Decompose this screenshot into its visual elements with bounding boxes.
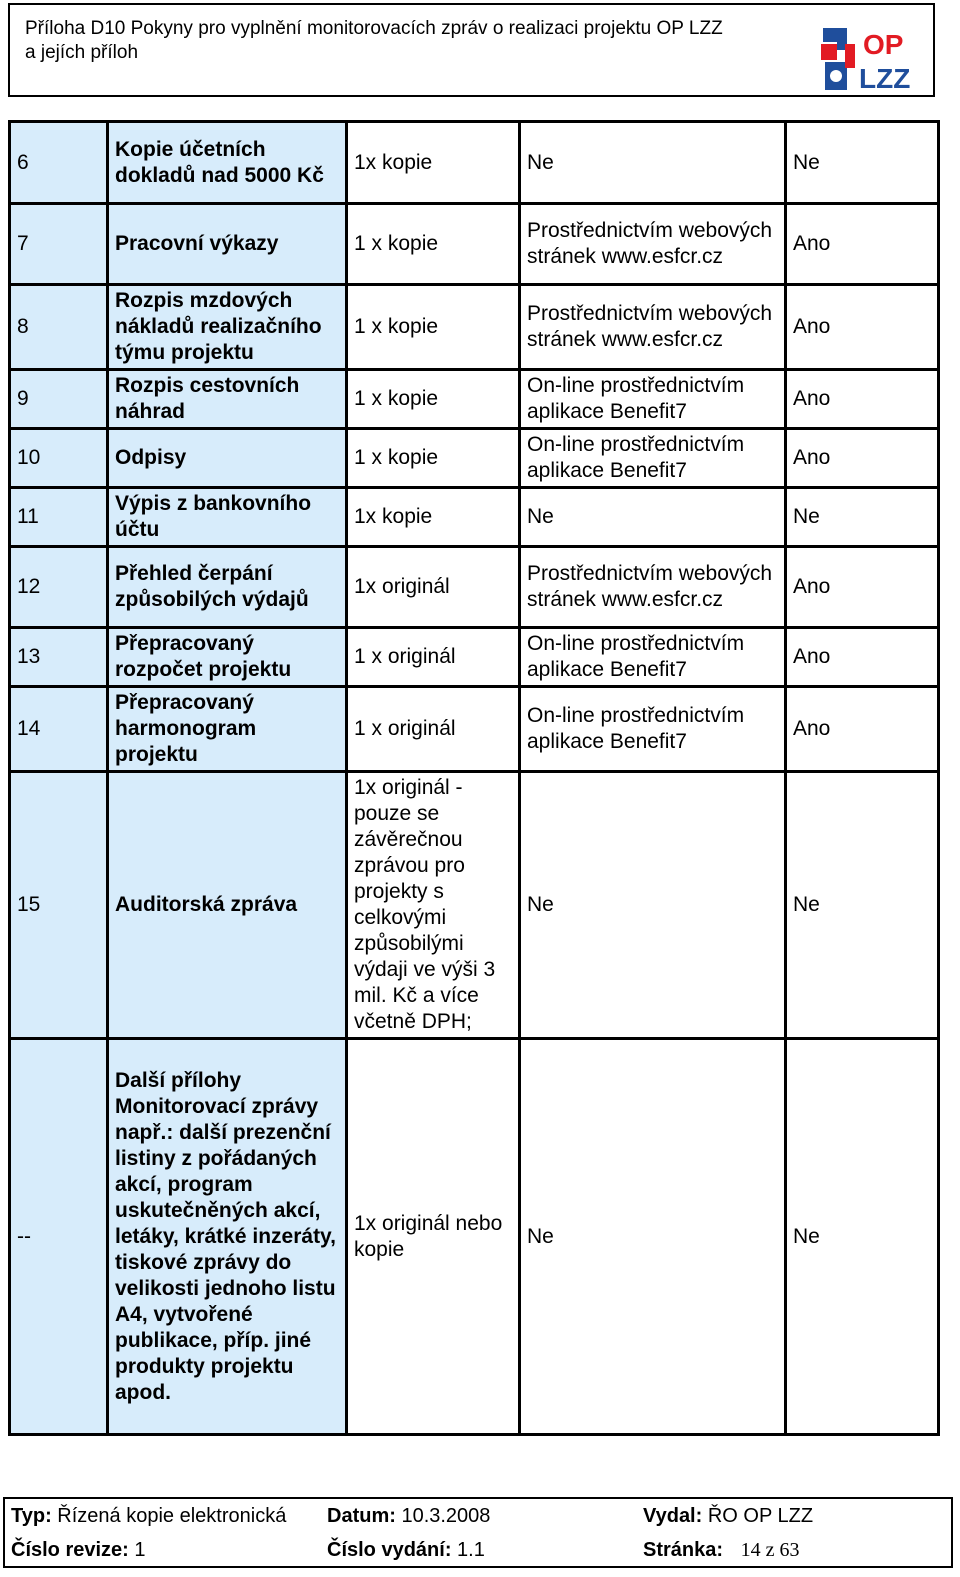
attachment-delivery: Ne (520, 488, 786, 547)
title-line-2: a jejích příloh (25, 42, 139, 63)
attachment-delivery: Ne (520, 122, 786, 204)
footer-revision-value: 1 (134, 1539, 146, 1561)
row-number: 8 (10, 285, 108, 370)
attachment-required: Ano (786, 628, 939, 687)
title-line-1: Příloha D10 Pokyny pro vyplnění monitorovacích zpráv o realizaci projektu OP LZZ (25, 18, 723, 39)
attachments-table (8, 120, 940, 1436)
logo-text-lzz: LZZ (859, 63, 911, 94)
attachment-required: Ano (786, 370, 939, 429)
attachment-delivery: On-line prostřednictvím aplikace Benefit7 (520, 370, 786, 429)
table-row (10, 547, 939, 628)
attachment-form: 1x kopie (347, 488, 520, 547)
footer-page (643, 1539, 799, 1562)
row-number: 10 (10, 429, 108, 488)
attachment-form: 1x originál (347, 547, 520, 628)
footer-date-value: 10.3.2008 (401, 1505, 491, 1527)
footer-issuer (643, 1505, 813, 1528)
table-row (10, 285, 939, 370)
table-row (10, 1039, 939, 1435)
row-number: 11 (10, 488, 108, 547)
attachment-required: Ano (786, 429, 939, 488)
footer-page-value: 14 z 63 (740, 1539, 800, 1561)
footer-page-label: Stránka: (643, 1539, 724, 1561)
attachment-name: Přepracovaný harmonogram projektu (108, 687, 347, 772)
attachment-delivery: Prostřednictvím webových stránek www.esfcr.cz (520, 204, 786, 285)
row-number: -- (10, 1039, 108, 1435)
footer-revision (11, 1539, 146, 1562)
page-header (8, 3, 935, 97)
attachment-form: 1 x originál (347, 628, 520, 687)
footer-revision-label: Číslo revize: (11, 1539, 129, 1561)
footer-type-value: Řízená kopie elektronická (57, 1505, 287, 1527)
attachment-delivery: Prostřednictvím webových stránek www.esfcr.cz (520, 285, 786, 370)
footer-type-label: Typ: (11, 1505, 52, 1527)
attachment-form: 1 x kopie (347, 370, 520, 429)
attachment-name: Pracovní výkazy (108, 204, 347, 285)
table-row (10, 122, 939, 204)
attachment-name: Další přílohy Monitorovací zprávy např.: další prezenční listiny z pořádaných akcí, program uskutečněných akcí, letáky, krátké inzeráty, tiskové zprávy do velikosti jednoho listu A4, vytvořené publikace, příp. jiné produkty projektu apod. (108, 1039, 347, 1435)
attachment-form: 1x originál nebo kopie (347, 1039, 520, 1435)
attachment-delivery: Ne (520, 1039, 786, 1435)
attachment-form: 1 x kopie (347, 429, 520, 488)
row-number: 15 (10, 772, 108, 1039)
attachment-required: Ne (786, 772, 939, 1039)
attachment-required: Ano (786, 204, 939, 285)
table-row (10, 370, 939, 429)
row-number: 12 (10, 547, 108, 628)
row-number: 13 (10, 628, 108, 687)
table-row (10, 772, 939, 1039)
footer-edition-label: Číslo vydání: (327, 1539, 452, 1561)
attachment-required: Ne (786, 1039, 939, 1435)
row-number: 14 (10, 687, 108, 772)
footer-issuer-label: Vydal: (643, 1505, 703, 1527)
attachment-name: Výpis z bankovního účtu (108, 488, 347, 547)
attachment-form: 1 x kopie (347, 204, 520, 285)
footer-edition (327, 1539, 485, 1562)
footer-edition-value: 1.1 (457, 1539, 485, 1561)
table-row (10, 687, 939, 772)
attachment-form: 1x originál - pouze se závěrečnou zprávou pro projekty s celkovými způsobilými výdaji ve výši 3 mil. Kč a více včetně DPH; (347, 772, 520, 1039)
footer-type (11, 1505, 286, 1528)
row-number: 7 (10, 204, 108, 285)
page-footer (3, 1497, 953, 1568)
footer-issuer-value: ŘO OP LZZ (707, 1505, 814, 1527)
attachment-name: Kopie účetních dokladů nad 5000 Kč (108, 122, 347, 204)
table-row (10, 429, 939, 488)
document-title (25, 17, 805, 65)
attachment-name: Přepracovaný rozpočet projektu (108, 628, 347, 687)
attachment-delivery: Ne (520, 772, 786, 1039)
attachment-form: 1 x originál (347, 687, 520, 772)
attachment-name: Rozpis mzdových nákladů realizačního týmu projektu (108, 285, 347, 370)
logo-text-op: OP (863, 29, 904, 60)
footer-date (327, 1505, 490, 1528)
attachment-name: Odpisy (108, 429, 347, 488)
attachment-required: Ano (786, 285, 939, 370)
table-row (10, 488, 939, 547)
attachment-name: Rozpis cestovních náhrad (108, 370, 347, 429)
footer-date-label: Datum: (327, 1505, 396, 1527)
attachment-required: Ne (786, 488, 939, 547)
attachment-required: Ano (786, 687, 939, 772)
table-row (10, 204, 939, 285)
op-lzz-logo (815, 22, 925, 96)
attachment-name: Auditorská zpráva (108, 772, 347, 1039)
row-number: 6 (10, 122, 108, 204)
attachment-name: Přehled čerpání způsobilých výdajů (108, 547, 347, 628)
attachment-delivery: On-line prostřednictvím aplikace Benefit7 (520, 687, 786, 772)
table-row (10, 628, 939, 687)
row-number: 9 (10, 370, 108, 429)
attachment-required: Ne (786, 122, 939, 204)
attachment-form: 1 x kopie (347, 285, 520, 370)
attachment-delivery: On-line prostřednictvím aplikace Benefit7 (520, 628, 786, 687)
attachment-required: Ano (786, 547, 939, 628)
attachment-delivery: Prostřednictvím webových stránek www.esfcr.cz (520, 547, 786, 628)
attachment-delivery: On-line prostřednictvím aplikace Benefit7 (520, 429, 786, 488)
attachment-form: 1x kopie (347, 122, 520, 204)
